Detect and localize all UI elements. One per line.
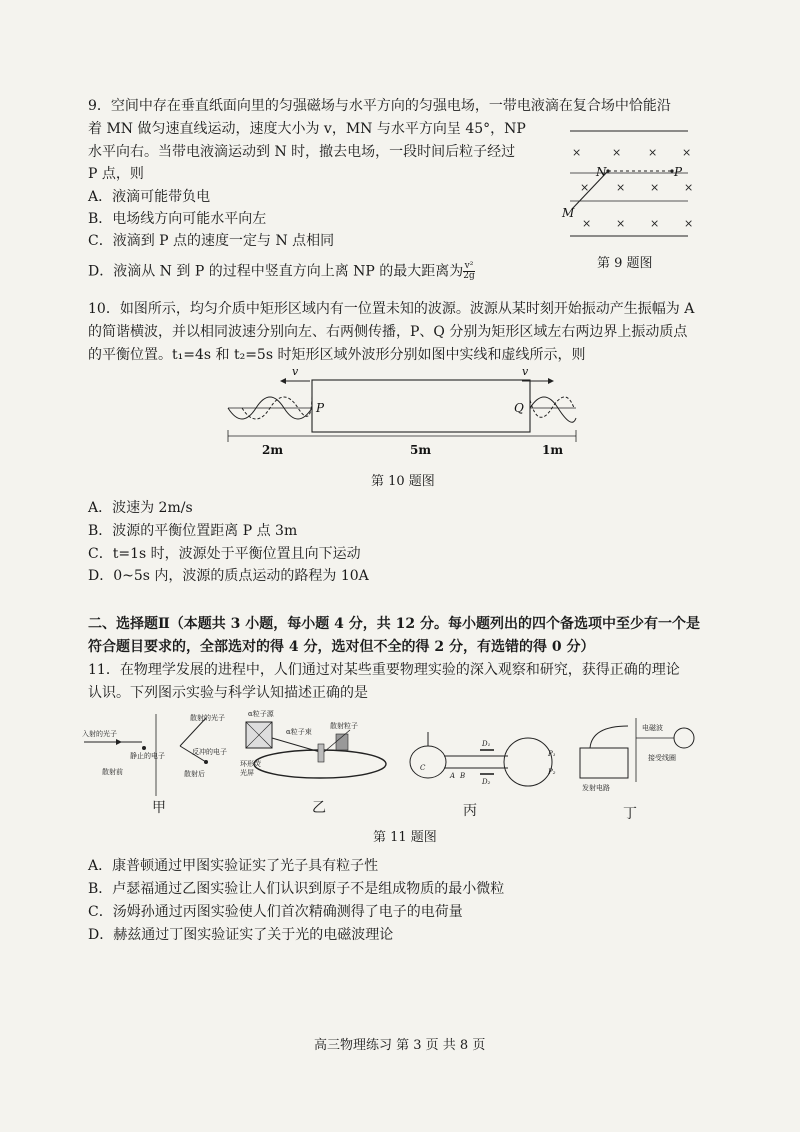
ding-label-wave: 电磁波 xyxy=(642,724,663,732)
q10-dim-label-right: 1m xyxy=(542,443,564,457)
q10-left-arrowhead xyxy=(280,378,286,384)
q11-figure-ding xyxy=(572,712,712,792)
jia-recoil-electron xyxy=(204,760,208,764)
ding-label-receive: 接受线圈 xyxy=(648,754,676,762)
q10-right-wave-solid xyxy=(530,397,576,422)
q9-line4: P 点，则 xyxy=(88,166,144,182)
q10-label-q: Q xyxy=(514,401,524,415)
q10-label-p: P xyxy=(316,401,325,415)
q9-cross: × xyxy=(650,217,660,230)
q10-caption: 第 10 题图 xyxy=(371,474,435,489)
yi-gold-foil xyxy=(318,744,324,762)
q9-frac-den: 2g xyxy=(463,271,475,281)
q11-figure-bing xyxy=(398,712,558,792)
q10-option-c: C．t=1s 时，波源处于平衡位置且向下运动 xyxy=(88,546,361,562)
q11-option-c: C．汤姆孙通过丙图实验使人们首次精确测得了电子的电荷量 xyxy=(88,904,463,920)
q10-label-v-left: v xyxy=(292,365,299,378)
jia-label-incident: 入射的光子 xyxy=(82,730,117,738)
q11-caption: 第 11 题图 xyxy=(373,830,437,845)
q11-option-b: B．卢瑟福通过乙图实验让人们认识到原子不是组成物质的最小微粒 xyxy=(88,881,505,897)
bing-cathode-bulb xyxy=(410,746,446,778)
q9-label-m: M xyxy=(562,206,575,220)
q10-right-arrowhead xyxy=(548,378,554,384)
q9-line1: 9．空间中存在垂直纸面向里的匀强磁场与水平方向的匀强电场，一带电液滴在复合场中恰能沿 xyxy=(88,98,671,114)
q9-cross: × xyxy=(650,181,660,194)
yi-label-source: α粒子源 xyxy=(248,710,274,718)
q11-label-bing: 丙 xyxy=(463,803,477,819)
q9-label-p: P xyxy=(674,165,683,179)
jia-label-after: 散射后 xyxy=(184,770,205,778)
q9-cross: × xyxy=(572,146,582,159)
q11-label-jia: 甲 xyxy=(152,800,166,816)
ding-transmit-box xyxy=(580,748,628,778)
section2-line1: 二、选择题Ⅱ（本题共 3 小题，每小题 4 分，共 12 分。每小题列出的四个备选项中至少有一个是 xyxy=(88,616,701,632)
q9-cross: × xyxy=(682,146,692,159)
jia-label-still: 静止的电子 xyxy=(130,752,165,760)
yi-label-beam: α粒子束 xyxy=(286,728,312,736)
bing-label-c: C xyxy=(420,764,426,772)
q9-option-c: C．液滴到 P 点的速度一定与 N 点相同 xyxy=(88,233,335,249)
q10-option-d: D．0~5s 内，波源的质点运动的路程为 10A xyxy=(88,568,369,584)
jia-label-scattered: 散射的光子 xyxy=(190,714,225,722)
q9-caption: 第 9 题图 xyxy=(597,256,653,271)
q10-line3: 的平衡位置。t₁=4s 和 t₂=5s 时矩形区域外波形分别如图中实线和虚线所示，则 xyxy=(88,347,586,363)
q9-cross: × xyxy=(684,181,694,194)
ding-receive-coil xyxy=(674,728,694,748)
q10-medium-rectangle xyxy=(312,380,530,432)
q10-figure xyxy=(222,365,582,462)
q10-dim-label-left: 2m xyxy=(262,443,284,457)
q11-option-d: D．赫兹通过丁图实验证实了关于光的电磁波理论 xyxy=(88,927,394,943)
q11-option-a: A．康普顿通过甲图实验证实了光子具有粒子性 xyxy=(88,858,379,874)
page-footer: 高三物理练习 第 3 页 共 8 页 xyxy=(314,1038,486,1053)
bing-label-a: A xyxy=(450,772,456,780)
q9-option-d-text: D．液滴从 N 到 P 的过程中竖直方向上离 NP 的最大距离为 xyxy=(88,263,464,280)
bing-screen-bulb xyxy=(504,738,552,786)
jia-label-recoil: 反冲的电子 xyxy=(192,748,227,756)
yi-label-screen1: 环形荧 xyxy=(240,760,261,768)
q9-option-b: B．电场线方向可能水平向左 xyxy=(88,211,267,227)
q9-cross: × xyxy=(582,217,592,230)
q9-cross: × xyxy=(648,146,658,159)
yi-label-screen2: 光屏 xyxy=(240,769,254,777)
q9-cross: × xyxy=(684,217,694,230)
q9-cross: × xyxy=(580,181,590,194)
bing-label-b: B xyxy=(460,772,466,780)
jia-scattered-ray xyxy=(180,718,206,746)
q9-figure xyxy=(560,125,700,245)
jia-incident-arrowhead xyxy=(116,739,122,745)
q11-figure-jia xyxy=(80,708,240,808)
yi-alpha-beam xyxy=(272,738,320,752)
q9-option-d xyxy=(88,262,475,281)
q9-cross: × xyxy=(616,181,626,194)
bing-label-d1: D₁ xyxy=(482,740,491,748)
yi-label-scatter: 散射粒子 xyxy=(330,722,358,730)
ding-antenna xyxy=(590,726,628,748)
q9-cross: × xyxy=(616,217,626,230)
q9-cross: × xyxy=(612,146,622,159)
jia-electron xyxy=(142,746,146,750)
q9-point-n xyxy=(606,169,609,172)
q9-fraction xyxy=(463,262,475,281)
q11-figure-yi xyxy=(240,708,390,798)
q10-left-wave-dashed xyxy=(242,394,312,419)
q10-line2: 的简谐横波，并以相同波速分别向左、右两侧传播，P、Q 分别为矩形区域左右两边界上振动质点 xyxy=(88,324,688,340)
bing-label-p2: P₂ xyxy=(548,768,556,776)
q10-option-a: A．波速为 2m/s xyxy=(88,500,193,516)
ding-label-transmit: 发射电路 xyxy=(582,784,610,792)
q9-cross-marks xyxy=(572,146,693,230)
q10-option-b: B．波源的平衡位置距离 P 点 3m xyxy=(88,523,298,539)
q11-line2: 认识。下列图示实验与科学认知描述正确的是 xyxy=(88,685,368,701)
section2-line2: 符合题目要求的，全部选对的得 4 分，选对但不全的得 2 分，有选错的得 0 分） xyxy=(88,639,595,655)
q11-label-ding: 丁 xyxy=(623,806,637,822)
q10-dim-label-mid: 5m xyxy=(410,443,432,457)
q11-line1: 11．在物理学发展的进程中，人们通过对某些重要物理实验的深入观察和研究，获得正确的理论 xyxy=(88,662,680,678)
q10-label-v-right: v xyxy=(522,365,529,378)
jia-label-before: 散射前 xyxy=(102,768,123,776)
q9-label-n: N xyxy=(596,165,607,179)
q9-frac-num: v² xyxy=(464,261,474,271)
q11-label-yi: 乙 xyxy=(312,800,326,816)
bing-label-p1: P₁ xyxy=(548,750,556,758)
bing-label-d2: D₂ xyxy=(482,778,491,786)
q10-line1: 10．如图所示，均匀介质中矩形区域内有一位置未知的波源。波源从某时刻开始振动产生振幅为 A xyxy=(88,301,695,317)
q9-line2: 着 MN 做匀速直线运动，速度大小为 v，MN 与水平方向呈 45°，NP xyxy=(88,121,526,137)
q9-line3: 水平向右。当带电液滴运动到 N 时，撤去电场，一段时间后粒子经过 xyxy=(88,144,516,160)
q9-option-a: A．液滴可能带负电 xyxy=(88,189,211,205)
